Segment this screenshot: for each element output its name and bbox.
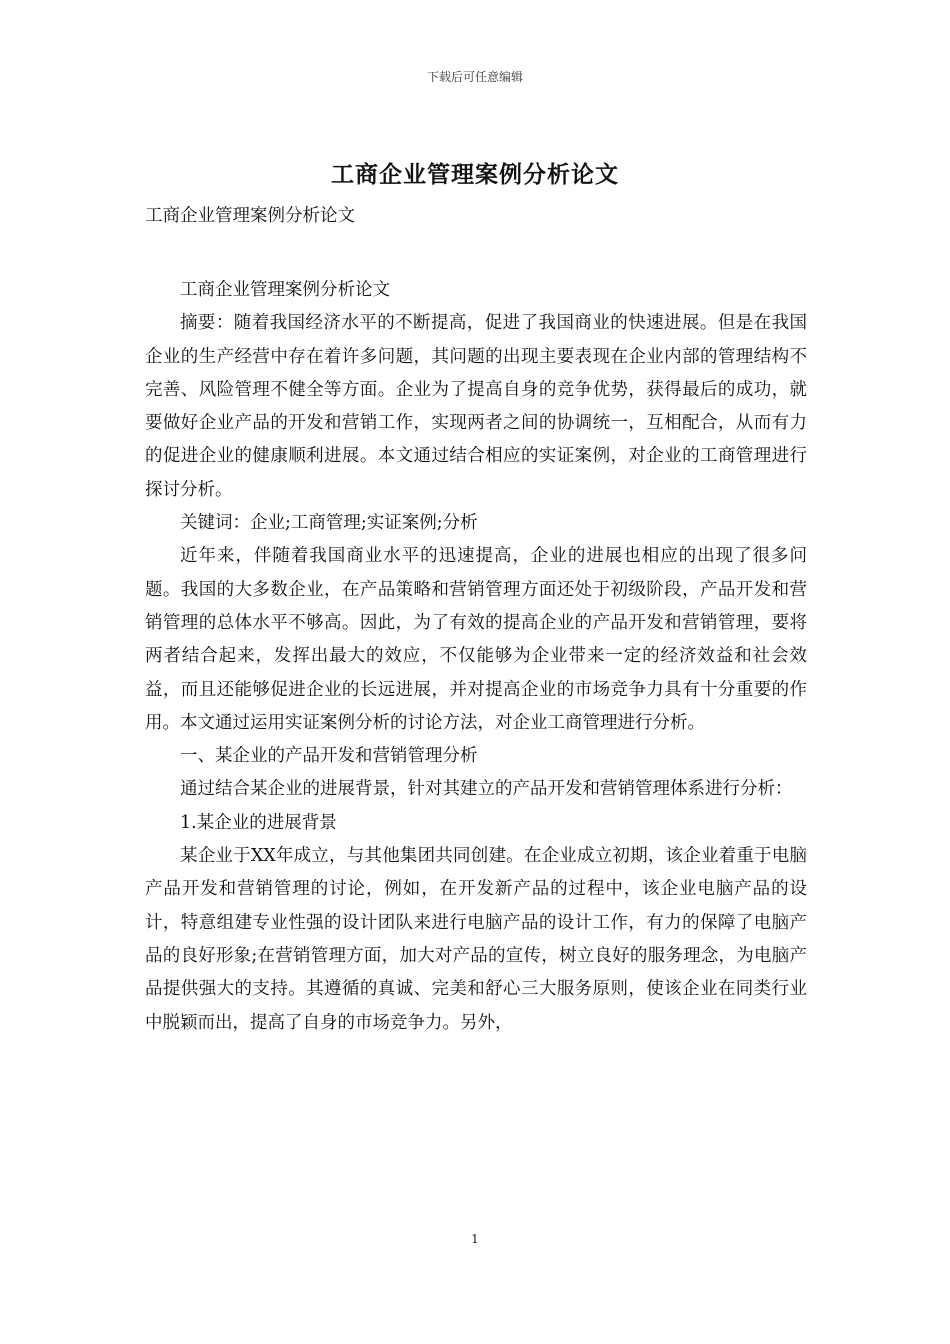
section-heading: 一、某企业的产品开发和营销管理分析 — [180, 746, 478, 767]
intro-paragraph: 近年来，伴随着我国商业水平的迅速提高，企业的进展也相应的出现了很多问题。我国的大多数企业，在产品策略和营销管理方面还处于初级阶段，产品开发和营销管理的总体水平不够高。因此，为了有效的提高企业的产品开发和营销管理，要将两者结合起来，发挥出最大的效应，不仅能够为企业带来一定的经济效益和社会效益，而且还能够促进企业的长远进展，并对提高企业的市场竞争力具有十分重要的作用。本文通过运用实证案例分析的讨论方法，对企业工商管理进行分析。 — [145, 546, 807, 733]
abstract-paragraph: 摘要：随着我国经济水平的不断提高，促进了我国商业的快速进展。但是在我国企业的生产经营中存在着许多问题，其问题的出现主要表现在企业内部的管理结构不完善、风险管理不健全等方面。企业为了提高自身的竞争优势，获得最后的成功，就要做好企业产品的开发和营销工作，实现两者之间的协调统一，互相配合，从而有力的促进企业的健康顺利进展。本文通过结合相应的实证案例，对企业的工商管理进行探讨分析。 — [145, 313, 807, 500]
page-header-note: 下载后可任意编辑 — [426, 70, 523, 84]
page-number: 1 — [471, 1232, 479, 1246]
document-title: 工商企业管理案例分析论文 — [331, 161, 619, 188]
body-heading: 工商企业管理案例分析论文 — [180, 280, 390, 300]
keywords-paragraph: 关键词：企业;工商管理;实证案例;分析 — [180, 513, 478, 534]
subsection-heading: 1.某企业的进展背景 — [180, 812, 337, 833]
document-subtitle: 工商企业管理案例分析论文 — [145, 206, 355, 226]
section-intro-paragraph: 通过结合某企业的进展背景，针对其建立的产品开发和营销管理体系进行分析： — [180, 779, 793, 800]
background-paragraph: 某企业于XX年成立，与其他集团共同创建。在企业成立初期，该企业着重于电脑产品开发和营销管理的讨论，例如，在开发新产品的过程中，该企业电脑产品的设计，特意组建专业性强的设计团队来进行电脑产品的设计工作，有力的保障了电脑产品的良好形象;在营销管理方面，加大对产品的宣传，树立良好的服务理念，为电脑产品提供强大的支持。其遵循的真诚、完美和舒心三大服务原则，使该企业在同类行业中脱颖而出，提高了自身的市场竞争力。另外， — [145, 846, 807, 1033]
document-body — [145, 274, 807, 1040]
